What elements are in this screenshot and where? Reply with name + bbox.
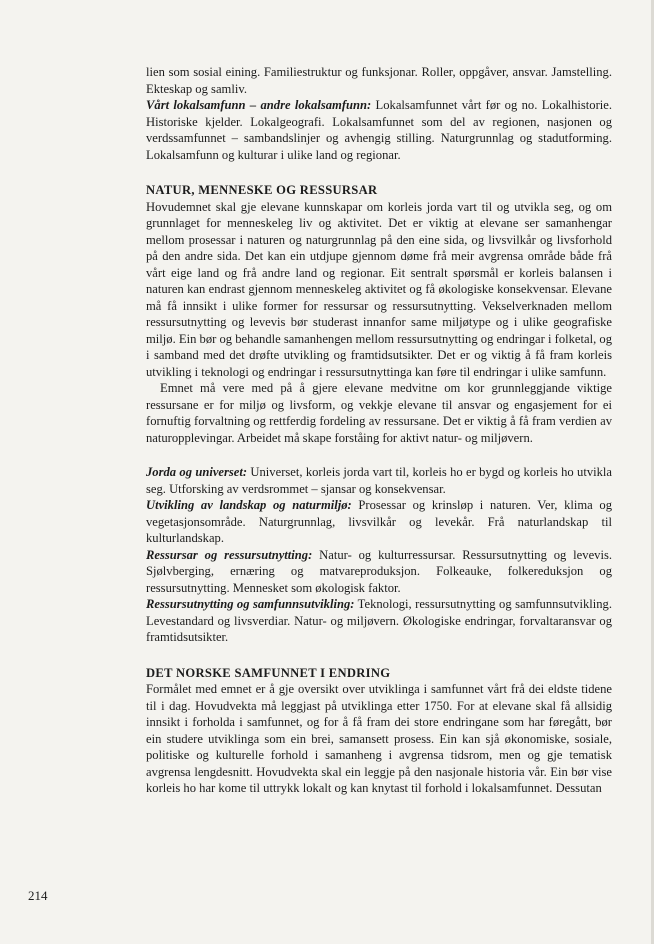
topic-lead: Ressursar og ressursutnytting: [146,547,313,562]
section-paragraph: Hovudemnet skal gje elevane kunnskapar om korleis jorda vart til og utvikla seg, og om grunnlaget for menneskeleg liv og aktivitet. Det er viktig at elevane ser samanhengar mellom prosessar i naturen og naturgrunnlag på den eine sida, og livsvilkår og livsforhold på den andre sida. Det kan ein utdjupe gjennom døme frå meir avgrensa område både frå vårt eige land og frå andre land og regionar. Eit sentralt spørsmål er korleis balansen i naturen kan endrast gjennom menneskeleg aktivitet og få økologiske konsekvensar. Elevane må få innsikt i ulike former for ressursar og ressursutnytting. Vekselverknaden mellom ressursutnytting og levevis bør studerast innanfor same miljøtype og i ulike geografiske miljø. Ein bør og behandle samanhengen mellom ressursutnytting og endringar i folketal, og i samband med det drøfte utvikling og framtidsutsikter. Det er og viktig å få fram korleis utvikling i teknologi og endringar i ressursutnyttinga kan føre til endringar i ulike samfunn. [146,199,612,379]
topic-lead: Vårt lokalsamfunn – andre lokalsamfunn: [146,98,372,112]
topic-lead: Utvikling av landskap og naturmiljø: [146,498,352,512]
intro-paragraph: lien som sosial eining. Familiestruktur og funksjonar. Roller, oppgåver, ansvar. Jamstelling. Ekteskap og samliv. [146,65,612,96]
topic-lead: Ressursutnytting og samfunnsutvikling: [146,597,355,611]
section-paragraph: Emnet må vere med på å gjere elevane medvitne om kor grunnleggjande viktige ressursane er for miljø og livsform, og vekkje elevane til ansvar og engasjement for ei fornuftig forvaltning og rettferdig fordeling av ressursane. Det er viktig å få fram verdien av naturopplevingar. Arbeidet må skape forståing for aktivt natur- og miljøvern. [146,381,612,445]
section-heading: NATUR, MENNESKE OG RESSURSAR [146,183,378,197]
section-heading: DET NORSKE SAMFUNNET I ENDRING [146,665,391,680]
topic-lead: Jorda og universet: [146,465,248,479]
topic-text: Universet, korleis jorda vart til, korleis ho er bygd og korleis ho utvikla seg. Utforsking av verdsrommet – sjansar og konsekvensar. [146,465,612,496]
topic-paragraph [146,497,612,547]
topic-paragraph [146,464,612,497]
page-body [146,64,612,797]
page-number: 214 [28,888,48,903]
intro-topic [146,97,612,163]
topic-paragraph [146,596,612,646]
topic-paragraph [146,547,612,597]
section-paragraph: Formålet med emnet er å gje oversikt over utviklinga i samfunnet vårt frå dei eldste tidene til i dag. Hovudvekta må leggjast på utviklinga etter 1750. For at elevane skal få allsidig innsikt i forholda i samfunnet, og for å få fram dei store endringane som har føregått, bør ein studere utviklinga som ein brei, samansett prosess. Ein kan sjå økonomiske, sosiale, politiske og kulturelle forhold i samanheng i avgrensa tidsrom, men og gje tematisk avgrensa lengdesnitt. Hovudvekta skal ein leggje på den nasjonale historia vår. Ein bør vise korleis ho har kome til uttrykk lokalt og kan knytast til forhold i lokalsamfunnet. Dessutan [146,682,612,795]
topic-text: Teknologi, ressursutnytting og samfunnsutvikling. Levestandard og livsverdiar. Natur- og miljøvern. Økologiske endringar, forvaltaransvar og framtidsutsikter. [146,597,612,644]
topic-text: Lokalsamfunnet vårt før og no. Lokalhistorie. Historiske kjelder. Lokalgeografi. Lokalsamfunnet som del av regionen, nasjonen og verdssamfunnet – sambandslinjer og avhengig stilling. Naturgrunnlag og stadutforming. Lokalsamfunn og kulturar i ulike land og regionar. [146,98,612,162]
topic-text: Natur- og kulturressursar. Ressursutnytting og levevis. Sjølvberging, ernæring og matvareproduksjon. Folkeauke, folkereduksjon og ressursutnytting. Mennesket som økologisk faktor. [146,547,613,595]
topic-text: Prosessar og krinsløp i naturen. Ver, klima og vegetasjonsområde. Naturgrunnlag, livsvilkår og levekår. Frå naturlandskap til kulturlandskap. [146,498,612,545]
